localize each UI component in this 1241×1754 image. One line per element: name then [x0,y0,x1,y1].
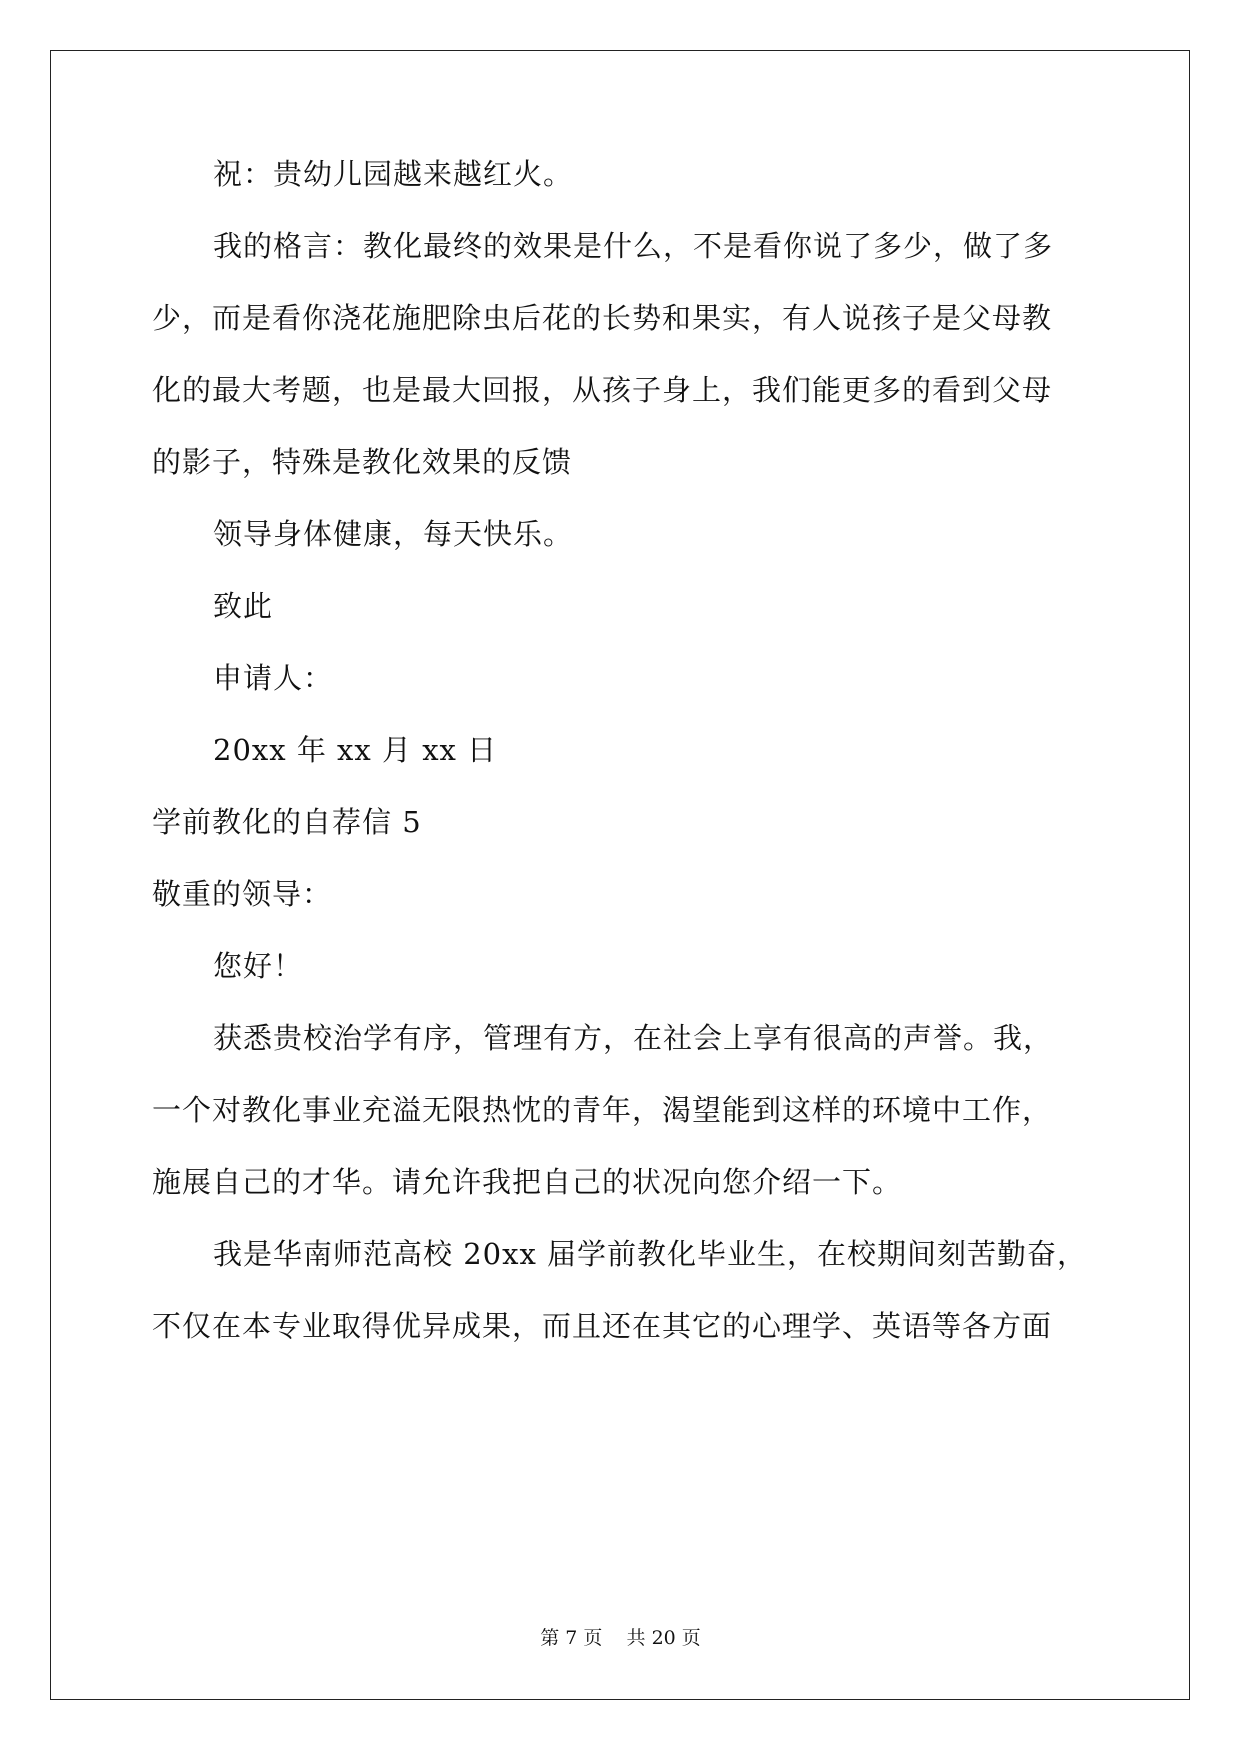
text-line: 致此 [213,589,274,623]
section-heading: 学前教化的自荐信 5 [152,805,422,839]
salutation: 敬重的领导： [152,877,333,911]
greeting: 您好！ [213,949,304,983]
text-line: 获悉贵校治学有序，管理有方，在社会上享有很高的声誉。我， [213,1021,1054,1055]
text-line: 的影子，特殊是教化效果的反馈 [152,445,573,479]
date-line: 20xx 年 xx 月 xx 日 [213,733,498,767]
text-line: 我是华南师范高校 20xx 届学前教化毕业生，在校期间刻苦勤奋， [213,1237,1088,1271]
text-line: 领导身体健康，每天快乐。 [213,517,574,551]
text-line: 我的格言：教化最终的效果是什么，不是看你说了多少，做了多 [213,229,1054,263]
text-line: 祝：贵幼儿园越来越红火。 [213,157,574,191]
text-line: 施展自己的才华。请允许我把自己的状况向您介绍一下。 [152,1165,903,1199]
page-number-footer: 第 7 页 共 20 页 [540,1627,701,1649]
text-line: 化的最大考题，也是最大回报，从孩子身上，我们能更多的看到父母 [152,373,1053,407]
text-line: 一个对教化事业充溢无限热忱的青年，渴望能到这样的环境中工作， [152,1093,1053,1127]
text-line: 少，而是看你浇花施肥除虫后花的长势和果实，有人说孩子是父母教 [152,301,1053,335]
text-line: 申请人： [213,661,334,695]
text-line: 不仅在本专业取得优异成果，而且还在其它的心理学、英语等各方面 [152,1309,1053,1343]
